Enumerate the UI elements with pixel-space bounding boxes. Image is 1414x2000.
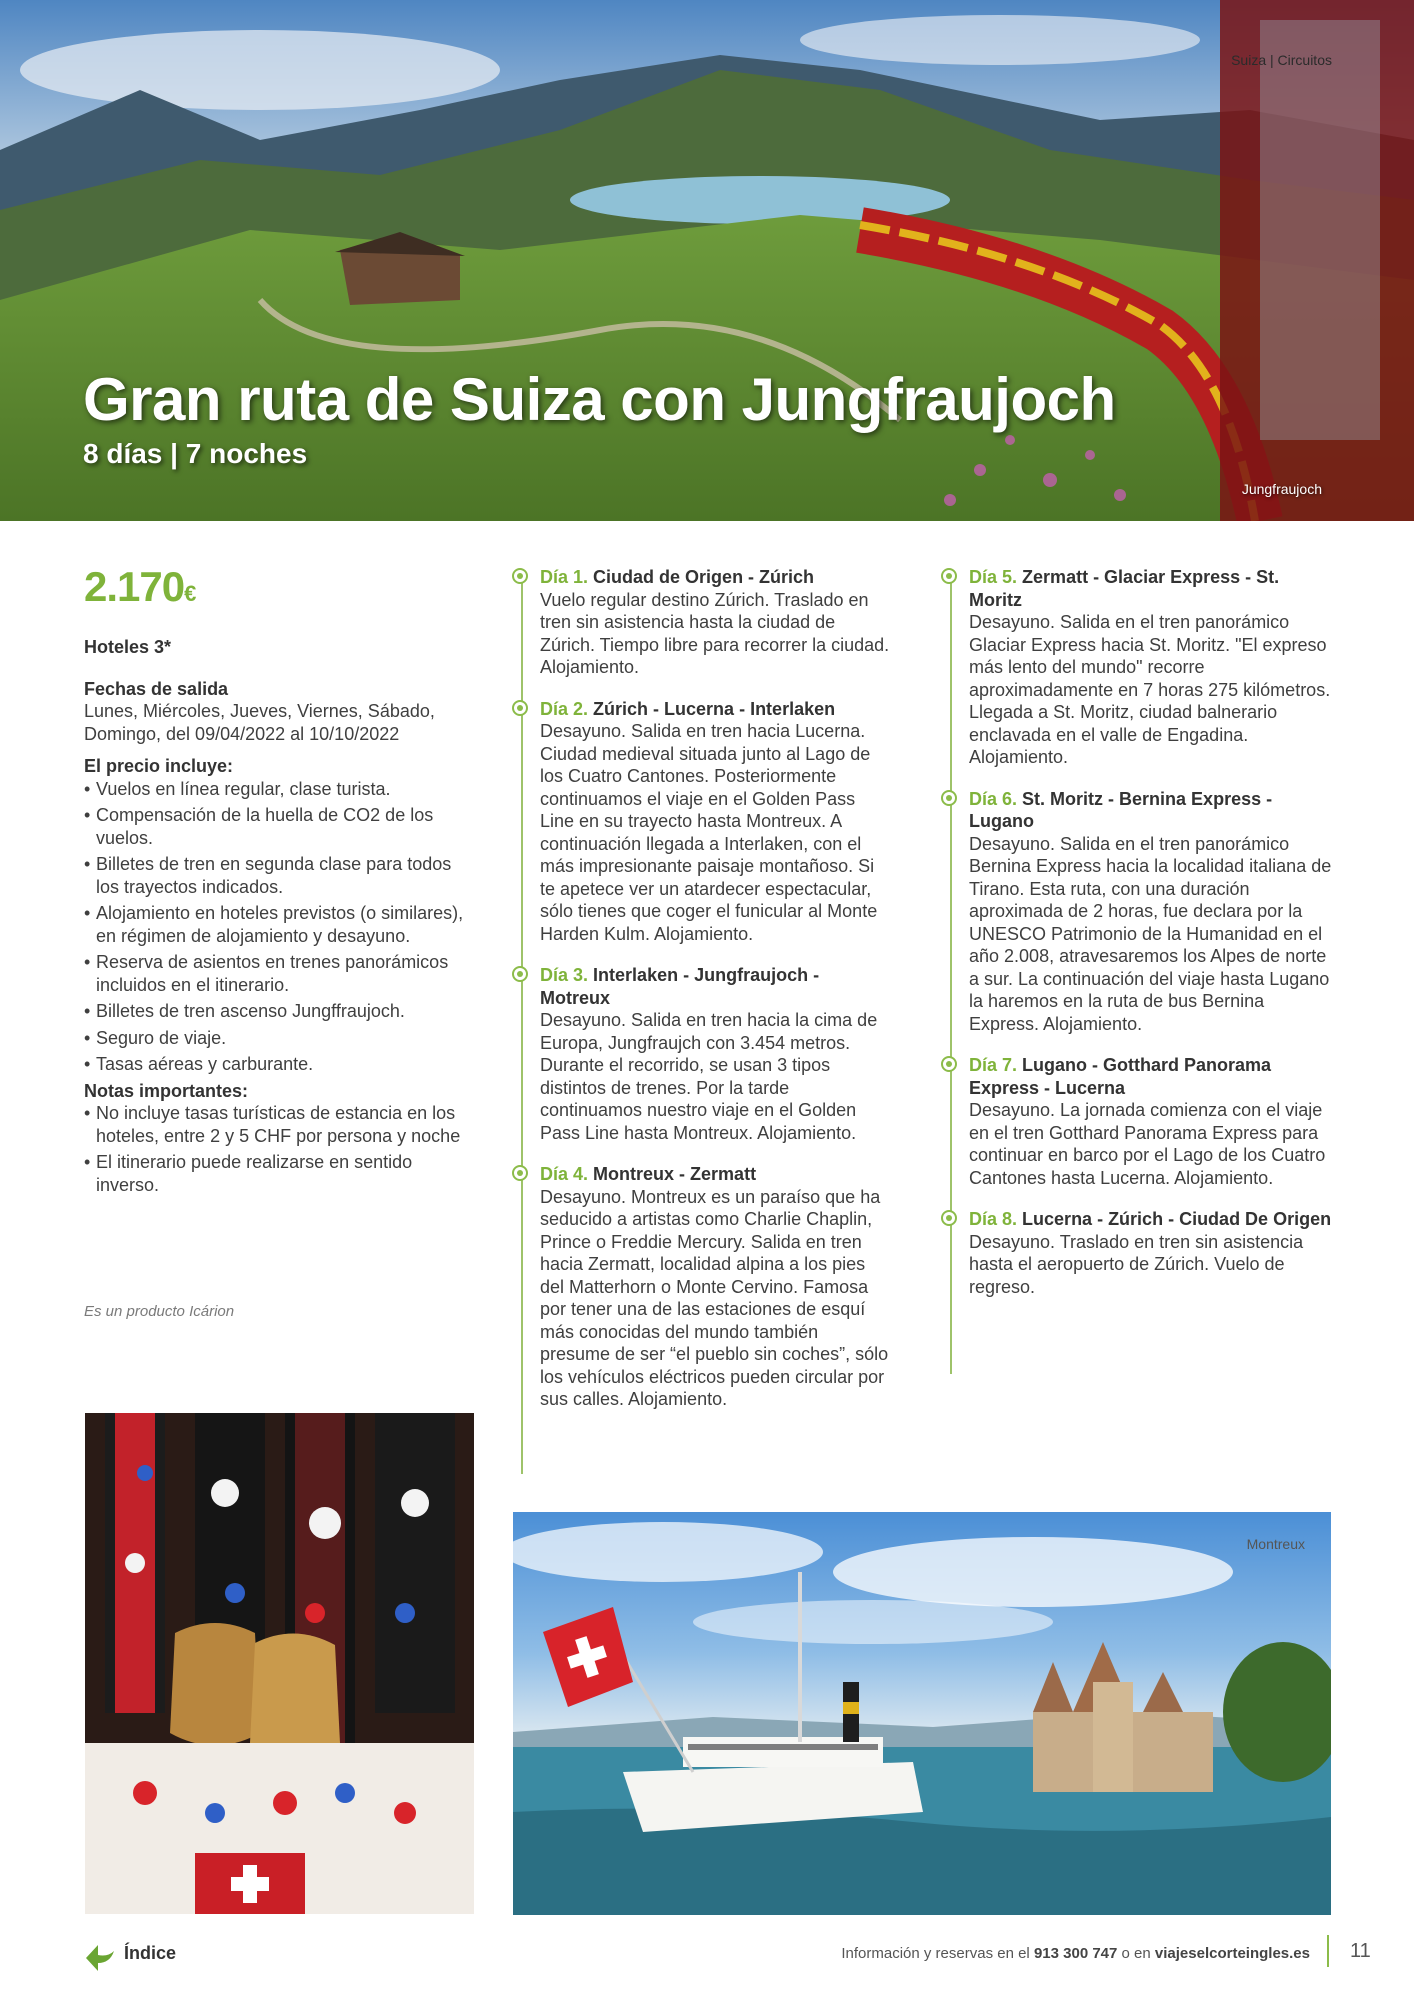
section-tag: Suiza | Circuitos [1231,52,1332,68]
itinerary-day [521,566,891,679]
list-item: • Tasas aéreas y carburante. [84,1053,470,1076]
timeline-dot-icon [941,1210,957,1226]
itinerary-day [521,1163,891,1411]
dates-text: Lunes, Miércoles, Jueves, Viernes, Sábado, Domingo, del 09/04/2022 al 10/10/2022 [84,701,435,744]
day-text: Desayuno. Salida en tren hacia Lucerna. Ciudad medieval situada junto al Lago de los Cuatro Cantones. Posteriormente continuamos el viaje en el Golden Pass Line en su trayecto hasta Montreux. A continuación llegada a Interlaken, con el más impresionante paisaje montañoso. Si te apetece ver un atardecer espectacular, sólo tienes que coger el funicular al Monte Harden Kulm. Alojamiento. [540,721,878,944]
day-title: Ciudad de Origen - Zúrich [593,567,815,587]
price-amount: 2.170 [84,563,185,610]
timeline-dot-icon [512,700,528,716]
day-text: Desayuno. Salida en el tren panorámico Glaciar Express hacia St. Moritz. "El expreso más lento del mundo" recorre aproximadamente en 7 horas 275 kilómetros. Llegada a St. Moritz, ciudad balnerario enclavada en el valle de Engadina. Alojamiento. [969,612,1331,767]
day-title: Lucerna - Zúrich - Ciudad De Origen [1022,1209,1332,1229]
list-item: • Reserva de asientos en trenes panorámicos incluidos en el itinerario. [84,951,470,996]
itinerary-column-1 [521,566,891,1430]
timeline-dot-icon [512,568,528,584]
day-number: Día 4. [540,1164,589,1184]
day-title: Zúrich - Lucerna - Interlaken [593,698,836,719]
cowbells-photo [85,1413,474,1914]
cowbells-illustration [85,1413,474,1914]
list-item: • Vuelos en línea regular, clase turista. [84,778,470,801]
website-link[interactable]: viajeselcorteingles.es [1154,1945,1310,1962]
list-item: • Billetes de tren ascenso Jungffraujoch. [84,1000,470,1023]
timeline-dot-icon [941,1056,957,1072]
day-text: Desayuno. Montreux es un paraíso que ha seducido a artistas como Charlie Chaplin, Prince o Freddie Mercury. Salida en tren hacia Zermatt, localidad alpina a los pies del Matterhorn o Monte Cervino. Famosa por tener una de las estaciones de esquí más conocidas del mundo también presume de ser “el pueblo sin coches”, sólo los vehículos eléctricos pueden circular por sus calles. Alojamiento. [540,1186,889,1409]
itinerary-day [950,1054,1336,1189]
day-number: Día 3. [540,965,589,985]
day-text: Desayuno. Traslado en tren sin asistencia hasta el aeropuerto de Zúrich. Vuelo de regreso. [969,1231,1304,1297]
phone-number[interactable]: 913 300 747 [1033,1945,1118,1962]
itinerary-column-2 [950,566,1336,1317]
day-number: Día 7. [969,1055,1018,1075]
price [84,563,195,611]
day-text: Vuelo regular destino Zúrich. Traslado en tren sin asistencia hasta la ciudad de Zúrich. Tiempo libre para recorrer la ciudad. Alojamiento. [540,589,890,677]
hero-caption: Jungfraujoch [1241,481,1322,497]
dates-heading: Fechas de salida [84,678,229,699]
footer-divider [1327,1935,1329,1967]
itinerary-day [950,788,1336,1036]
list-item: • Seguro de viaje. [84,1027,470,1050]
day-title: St. Moritz - Bernina Express - Lugano [969,788,1273,831]
itinerary-day [950,566,1336,769]
trip-details [84,636,470,1200]
timeline-dot-icon [941,790,957,806]
includes-list [84,778,470,1076]
day-text: Desayuno. Salida en tren hacia la cima de Europa, Jungfraujch con 3.454 metros. Durante el recorrido, se usan 3 tipos distintos de trenes. Por la tarde continuamos nuestro viaje en el Golden Pass Line hasta Montreux. Alojamiento. [540,1010,878,1143]
hotels-category: Hoteles 3* [84,637,172,657]
timeline-dot-icon [941,568,957,584]
photo-caption: Montreux [1246,1536,1305,1552]
contact-prefix: Información y reservas en el [841,1945,1030,1962]
trip-duration: 8 días | 7 noches [83,438,308,469]
day-number: Día 1. [540,567,589,587]
list-item: • Alojamiento en hoteles previstos (o similares), en régimen de alojamiento y desayuno. [84,902,470,947]
list-item: • Compensación de la huella de CO2 de los vuelos. [84,804,470,849]
day-text: Desayuno. La jornada comienza con el viaje en el tren Gotthard Panorama Express para continuar en barco por el Lago de los Cuatro Cantones hasta Lucerna. Alojamiento. [969,1100,1326,1188]
day-title: Lugano - Gotthard Panorama Express - Lucerna [969,1055,1272,1098]
product-note: Es un producto Icárion [84,1303,235,1320]
contact-mid: o en [1121,1945,1151,1962]
notes-list [84,1102,470,1196]
day-number: Día 2. [540,698,589,719]
price-currency: € [184,581,196,606]
includes-heading: El precio incluye: [84,756,234,776]
day-title: Montreux - Zermatt [593,1164,757,1184]
index-link[interactable]: Índice [124,1943,177,1963]
page-number: 11 [1350,1940,1371,1962]
timeline-dot-icon [512,966,528,982]
list-item: • No incluye tasas turísticas de estancia en los hoteles, entre 2 y 5 CHF por persona y noche [84,1102,470,1147]
timeline-dot-icon [512,1165,528,1181]
montreux-illustration [513,1512,1331,1915]
contact-info [841,1945,1310,1962]
back-arrow-icon[interactable] [84,1941,116,1978]
day-number: Día 5. [969,567,1018,587]
day-title: Interlaken - Jungfraujoch - Motreux [540,965,820,1008]
list-item: • Billetes de tren en segunda clase para todos los trayectos indicados. [84,853,470,898]
page-title: Gran ruta de Suiza con Jungfraujoch [83,366,1116,433]
list-item: • El itinerario puede realizarse en sentido inverso. [84,1151,470,1196]
itinerary-day [521,964,891,1144]
hero-image [0,0,1414,521]
itinerary-day [950,1208,1336,1298]
day-title: Zermatt - Glaciar Express - St. Moritz [969,567,1280,610]
itinerary-day [521,698,891,946]
day-text: Desayuno. Salida en el tren panorámico Bernina Express hacia la localidad italiana de Tirano. Esta ruta, con una duración aproximada de 2 horas, fue declara por la UNESCO Patrimonio de la Humanidad en el año 2.008, atravesaremos los Alpes de norte a sur. La continuación del viaje hasta Lugano la haremos en la ruta de bus Bernina Express. Alojamiento. [969,833,1332,1034]
day-number: Día 6. [969,788,1018,809]
montreux-photo [513,1512,1331,1915]
notes-heading: Notas importantes: [84,1080,249,1101]
day-number: Día 8. [969,1209,1018,1229]
